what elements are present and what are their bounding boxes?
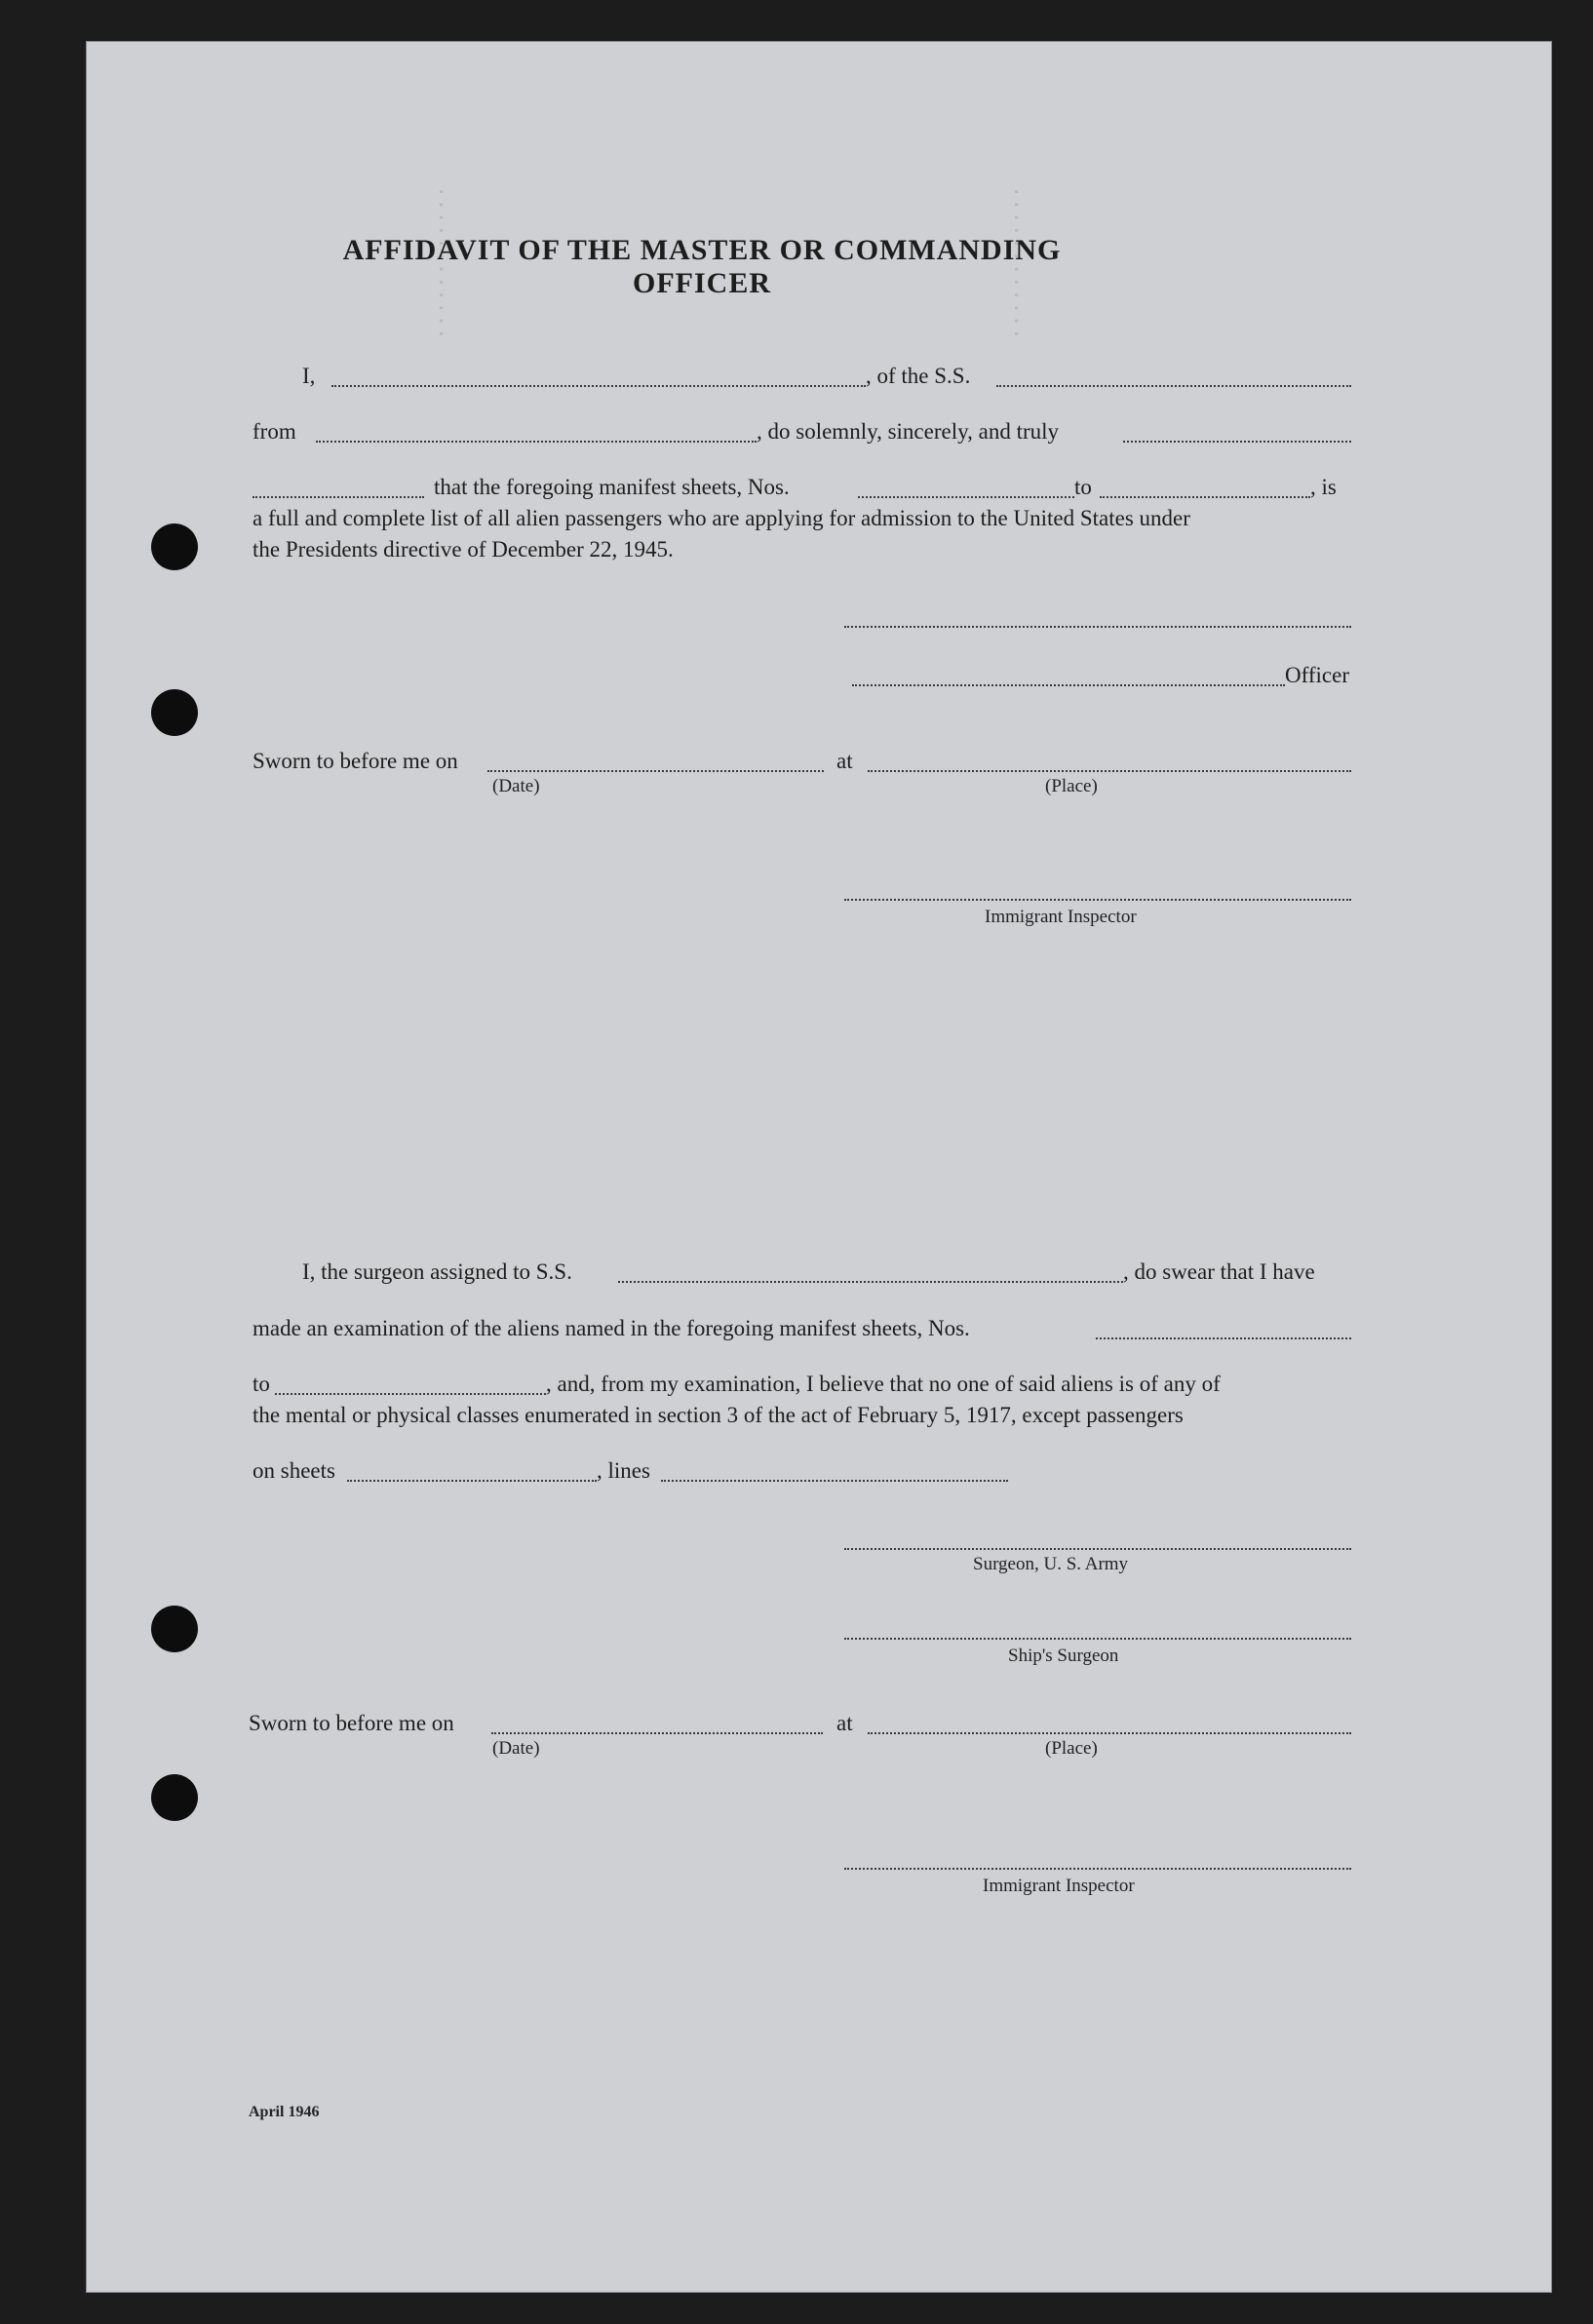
surgeon-line2: made an examination of the aliens named in the foregoing manifest sheets, Nos. [253,1316,970,1340]
army-surgeon-caption: Surgeon, U. S. Army [973,1554,1129,1574]
master-inspector-caption: Immigrant Inspector [985,907,1137,927]
punch-hole [151,523,198,570]
surgeon-ship-field[interactable] [618,1281,1123,1283]
master-sworn-date-field[interactable] [487,770,824,772]
master-line2-mid: , do solemnly, sincerely, and truly [757,419,1060,444]
officer-label: Officer [1285,663,1349,687]
master-date-caption: (Date) [492,776,540,796]
surgeon-at-label: at [836,1711,853,1735]
master-inspector-signature-field[interactable] [844,899,1351,901]
surgeon-line4: the mental or physical classes enumerated in section 3 of the act of February 5, 1917, except passengers [253,1403,1184,1427]
surgeon-sworn-place-field[interactable] [868,1732,1351,1734]
footer-date: April 1946 [249,2104,320,2120]
master-line5: the Presidents directive of December 22, 1945. [253,537,674,562]
surgeon-line5-start: on sheets [253,1458,335,1483]
master-line1-start: I, [302,364,316,388]
surgeon-sheet-to-field[interactable] [275,1393,546,1395]
master-sheet-to-field[interactable] [1100,496,1310,498]
officer-signature-field[interactable] [852,684,1285,686]
surgeon-line1-start: I, the surgeon assigned to S.S. [302,1259,572,1284]
master-name-field[interactable] [331,385,866,387]
master-line4: a full and complete list of all alien passengers who are applying for admission to the United States under [253,506,1190,530]
surgeon-inspector-caption: Immigrant Inspector [983,1876,1135,1896]
master-sheet-from-field[interactable] [858,496,1074,498]
surgeon-date-caption: (Date) [492,1738,540,1759]
master-signature-field[interactable] [844,626,1351,628]
surgeon-sworn-label: Sworn to before me on [249,1711,454,1735]
surgeon-sworn-date-field[interactable] [491,1732,823,1734]
surgeon-line3-start: to [253,1372,270,1396]
master-sworn-label: Sworn to before me on [253,749,458,773]
master-line3-end: , is [1310,475,1337,499]
surgeon-line3-mid: , and, from my examination, I believe that no one of said aliens is of any of [546,1372,1221,1396]
surgeon-place-caption: (Place) [1045,1738,1098,1759]
master-oath-field[interactable] [1123,441,1351,443]
master-at-label: at [836,749,853,773]
master-port-field[interactable] [316,441,757,443]
punch-hole [151,689,198,736]
ships-surgeon-caption: Ship's Surgeon [1008,1646,1119,1666]
master-line1-mid: , of the S.S. [866,364,971,388]
master-oath-continuation-field[interactable] [253,496,424,498]
punch-hole [151,1774,198,1821]
surgeon-line1-end: , do swear that I have [1123,1259,1315,1284]
master-line3-to: to [1074,475,1092,499]
surgeon-sheet-from-field[interactable] [1096,1337,1351,1339]
master-place-caption: (Place) [1045,776,1098,796]
master-ship-field[interactable] [996,385,1351,387]
master-line3-mid: that the foregoing manifest sheets, Nos. [434,475,790,499]
punch-hole [151,1606,198,1652]
surgeon-sheets-field[interactable] [347,1480,597,1482]
master-sworn-place-field[interactable] [868,770,1351,772]
master-line2-start: from [253,419,296,444]
ships-surgeon-signature-field[interactable] [844,1638,1351,1640]
bleed-through-text: ............ [434,185,458,340]
bleed-through-text: ............ [1009,185,1033,340]
army-surgeon-signature-field[interactable] [844,1548,1351,1550]
surgeon-line5-mid: , lines [597,1458,650,1483]
surgeon-inspector-signature-field[interactable] [844,1868,1351,1870]
surgeon-lines-field[interactable] [661,1480,1008,1482]
affidavit-title: AFFIDAVIT OF THE MASTER OR COMMANDING OFFICER [342,234,1062,299]
